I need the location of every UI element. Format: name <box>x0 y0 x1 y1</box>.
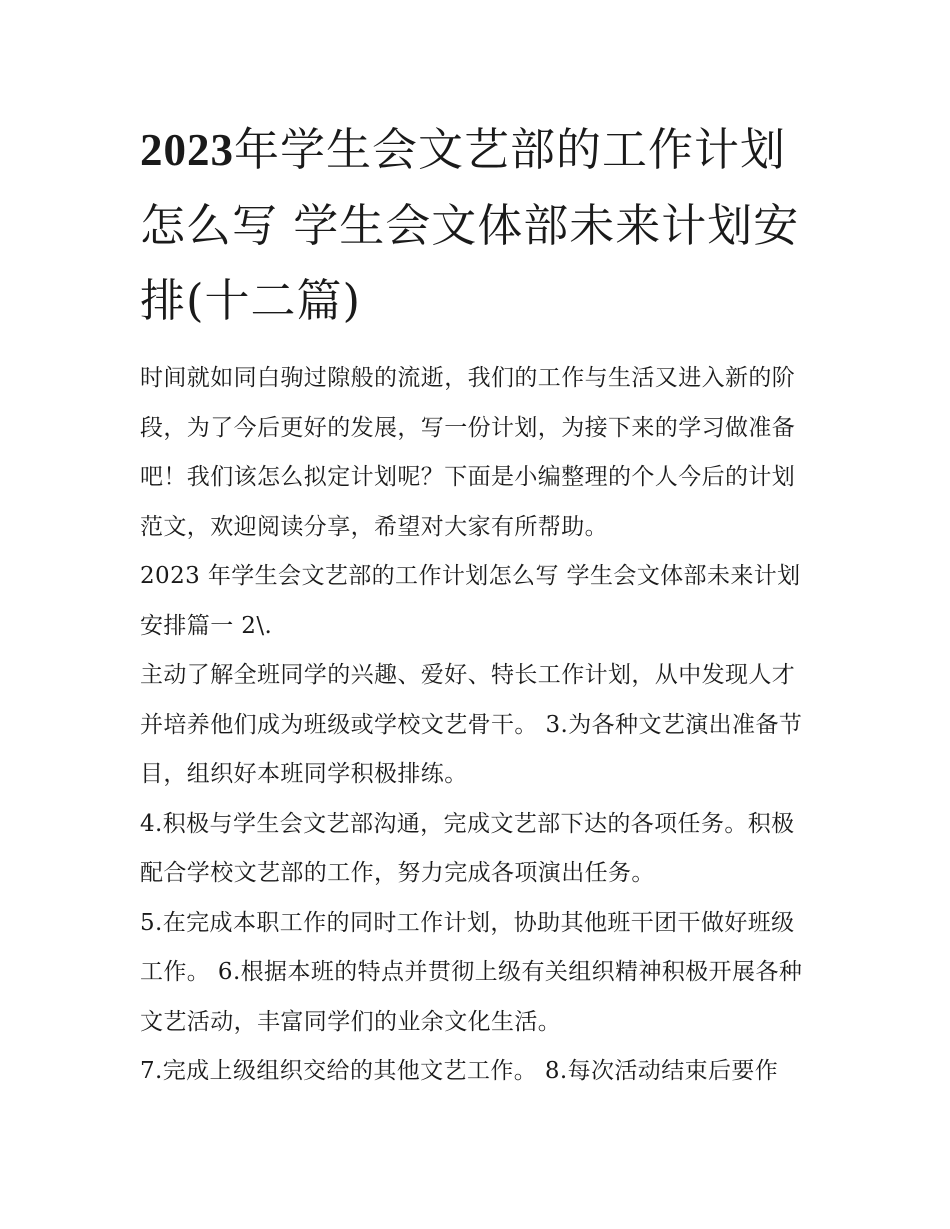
paragraph-item-4: 4.积极与学生会文艺部沟通，完成文艺部下达的各项任务。积极配合学校文艺部的工作，努力完成各项演出任务。 <box>140 810 795 886</box>
document-title <box>140 112 816 338</box>
paragraph-item-2-3: 主动了解全班同学的兴趣、爱好、特长工作计划，从中发现人才并培养他们成为班级或学校文艺骨干。 3.为各种文艺演出准备节目，组织好本班同学积极排练。 <box>140 662 803 787</box>
title-text: 年学生会文艺部的工作计划怎么写 学生会文体部未来计划安排(十二篇) <box>140 123 800 327</box>
paragraph-item-7-8: 7.完成上级组织交给的其他文艺工作。 8.每次活动结束后要作 <box>140 1058 779 1084</box>
paragraph-intro: 时间就如同白驹过隙般的流逝，我们的工作与生活又进入新的阶段，为了今后更好的发展，写一份计划，为接下来的学习做准备吧！我们该怎么拟定计划呢？下面是小编整理的个人今后的计划范文，欢迎阅读分享，希望对大家有所帮助。 <box>140 365 796 540</box>
document-page <box>140 112 816 1097</box>
paragraph-section-heading: 2023 年学生会文艺部的工作计划怎么写 学生会文体部未来计划安排篇一 2\. <box>140 563 801 639</box>
title-year: 2023 <box>140 125 234 175</box>
paragraph-item-5-6: 5.在完成本职工作的同时工作计划，协助其他班干团干做好班级工作。 6.根据本班的特点并贯彻上级有关组织精神积极开展各种文艺活动，丰富同学们的业余文化生活。 <box>140 909 803 1035</box>
